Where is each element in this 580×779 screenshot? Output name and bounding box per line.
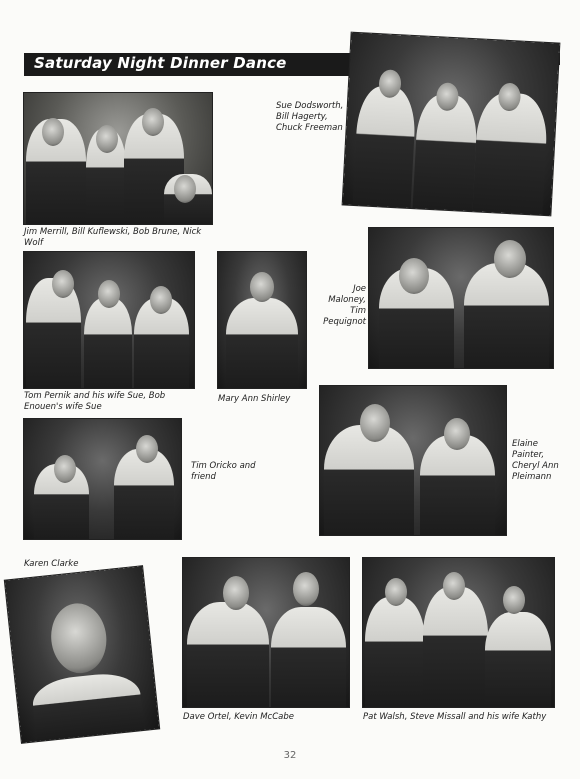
caption-tim-oricko: Tim Oricko and friend — [191, 461, 256, 482]
photo-sue-bill-chuck — [343, 33, 560, 216]
photo-tim-oricko — [24, 419, 181, 539]
caption-karen: Karen Clarke — [24, 559, 79, 569]
caption-dave-kevin: Dave Ortel, Kevin McCabe — [183, 712, 294, 722]
caption-elaine-cheryl: Elaine Painter, Cheryl Ann Pleimann — [512, 439, 559, 482]
caption-mary-ann: Mary Ann Shirley — [218, 394, 291, 404]
photo-dave-kevin — [183, 558, 349, 707]
title-banner — [24, 53, 370, 76]
caption-pat-steve-kathy: Pat Walsh, Steve Missall and his wife Kathy — [363, 712, 547, 722]
photo-jim-group — [24, 93, 212, 224]
page-title: Saturday Night Dinner Dance — [34, 54, 287, 72]
photo-elaine-cheryl — [320, 386, 506, 535]
photo-pat-steve-kathy — [363, 558, 554, 707]
photo-tom-group — [24, 252, 194, 388]
page-number: 32 — [283, 750, 297, 761]
caption-joe-tim: Joe Maloney, Tim Pequignot — [323, 284, 366, 327]
caption-tom-group: Tom Pernik and his wife Sue, Bob Enouen's wife Sue — [24, 391, 166, 412]
photo-joe-tim — [369, 228, 553, 368]
photo-mary-ann — [218, 252, 306, 388]
photo-karen — [5, 566, 159, 743]
caption-sue-bill-chuck: Sue Dodsworth, Bill Hagerty, Chuck Freeman — [276, 101, 344, 133]
caption-jim-group: Jim Merrill, Bill Kuflewski, Bob Brune, Nick Wolf — [24, 227, 202, 248]
